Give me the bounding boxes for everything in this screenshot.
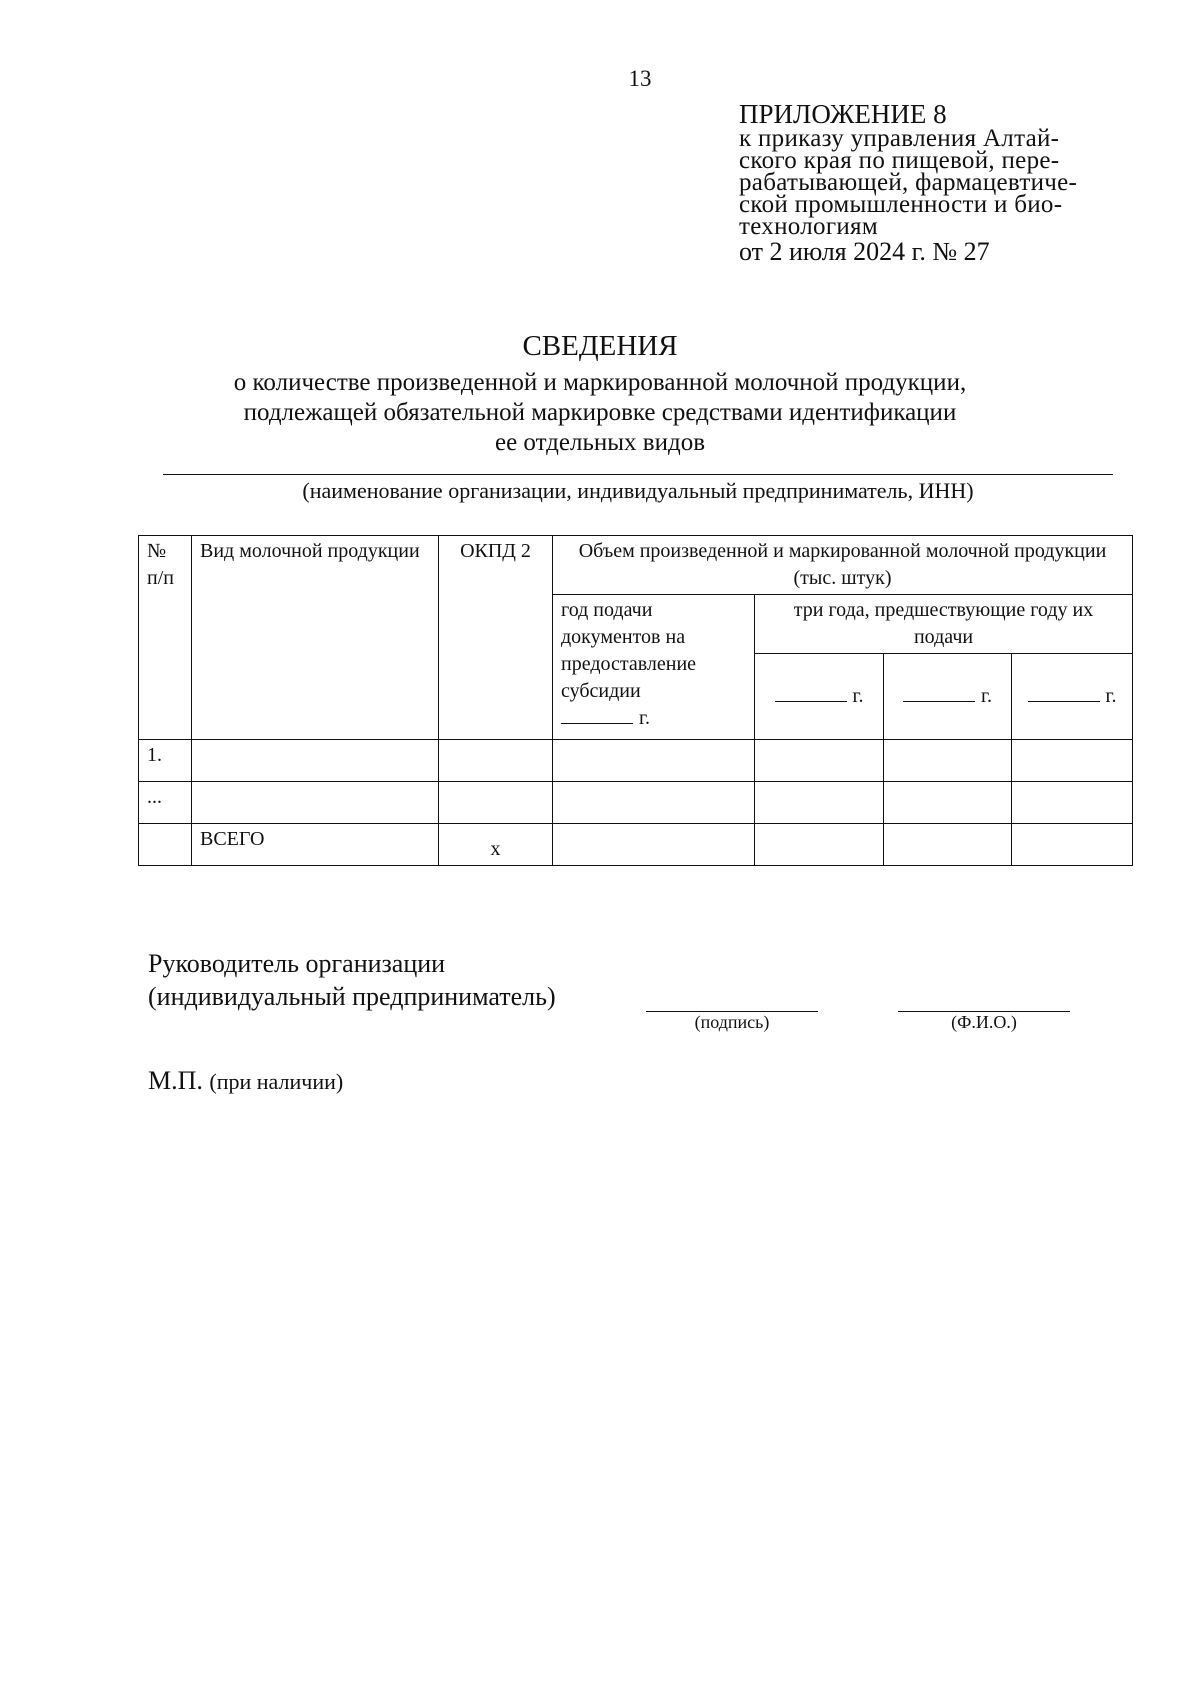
year-suffix: г.	[639, 707, 650, 729]
header-number: № п/п	[139, 536, 192, 740]
appendix-line: рабатывающей, фармацевтиче-	[739, 169, 1078, 196]
header-product-type: Вид молочной продукции	[192, 536, 439, 740]
appendix-line: к приказу управления Алтай-	[739, 125, 1060, 152]
header-okpd: ОКПД 2	[439, 536, 553, 740]
organization-name-line	[163, 474, 1113, 475]
stamp-place	[148, 1066, 343, 1096]
document-subtitle	[0, 368, 1200, 458]
row-okpd: х	[439, 824, 553, 866]
subtitle-line: подлежащей обязательной маркировке средствами идентификации	[243, 399, 957, 426]
stamp-label: М.П.	[148, 1066, 203, 1095]
previous-year-2	[884, 654, 1012, 740]
row-cell	[1012, 824, 1133, 866]
header-previous-years: три года, предшествующие году их подачи	[755, 595, 1133, 654]
year-blank	[775, 683, 847, 702]
name-caption: (Ф.И.О.)	[951, 1012, 1017, 1032]
header-submission-year	[553, 595, 755, 740]
previous-year-3	[1012, 654, 1133, 740]
header-submission-year-label: год подачи документов на предоставление субсидии	[561, 599, 697, 702]
year-blank	[903, 683, 975, 702]
signer-role	[148, 947, 556, 1013]
signature-field	[646, 1011, 818, 1033]
year-blank	[1028, 683, 1100, 702]
appendix-line: ского края по пищевой, пере-	[739, 147, 1060, 174]
subtitle-line: ее отдельных видов	[494, 429, 706, 456]
row-cell	[1012, 740, 1133, 782]
stamp-note: (при наличии)	[209, 1069, 344, 1094]
row-cell	[884, 740, 1012, 782]
subtitle-line: о количестве произведенной и маркированной молочной продукции,	[233, 369, 967, 396]
row-product-type	[192, 782, 439, 824]
header-volume: Объем произведенной и маркированной молочной продукции (тыс. штук)	[553, 536, 1133, 595]
row-okpd	[439, 740, 553, 782]
row-cell	[1012, 782, 1133, 824]
row-number: ...	[139, 782, 192, 824]
appendix-line: технологиям	[739, 213, 878, 240]
year-suffix: г.	[981, 685, 992, 707]
previous-year-1	[755, 654, 884, 740]
row-cell	[755, 782, 884, 824]
row-cell	[553, 782, 755, 824]
signer-role-line: Руководитель организации	[148, 949, 446, 978]
row-cell	[553, 824, 755, 866]
row-number	[139, 824, 192, 866]
table-row-total	[139, 824, 1133, 866]
production-table	[138, 535, 1133, 866]
row-product-type	[192, 740, 439, 782]
row-cell	[553, 740, 755, 782]
signer-role-line: (индивидуальный предприниматель)	[148, 982, 556, 1011]
page-number: 13	[628, 66, 652, 91]
appendix-title: ПРИЛОЖЕНИЕ 8	[739, 99, 947, 129]
table-row	[139, 740, 1133, 782]
year-suffix: г.	[1105, 685, 1117, 707]
organization-caption: (наименование организации, индивидуальный предприниматель, ИНН)	[302, 478, 974, 503]
year-suffix: г.	[852, 685, 864, 707]
row-cell	[755, 824, 884, 866]
year-blank	[561, 705, 633, 724]
row-cell	[884, 824, 1012, 866]
appendix-header	[739, 100, 1129, 266]
row-okpd	[439, 782, 553, 824]
table-row	[139, 782, 1133, 824]
row-product-type: ВСЕГО	[192, 824, 439, 866]
appendix-date: от 2 июля 2024 г. № 27	[739, 237, 990, 266]
row-number: 1.	[139, 740, 192, 782]
row-cell	[755, 740, 884, 782]
name-field	[898, 1011, 1070, 1033]
signature-caption: (подпись)	[694, 1012, 770, 1032]
appendix-line: ской промышленности и био-	[739, 191, 1063, 218]
document-title: СВЕДЕНИЯ	[522, 330, 678, 362]
row-cell	[884, 782, 1012, 824]
